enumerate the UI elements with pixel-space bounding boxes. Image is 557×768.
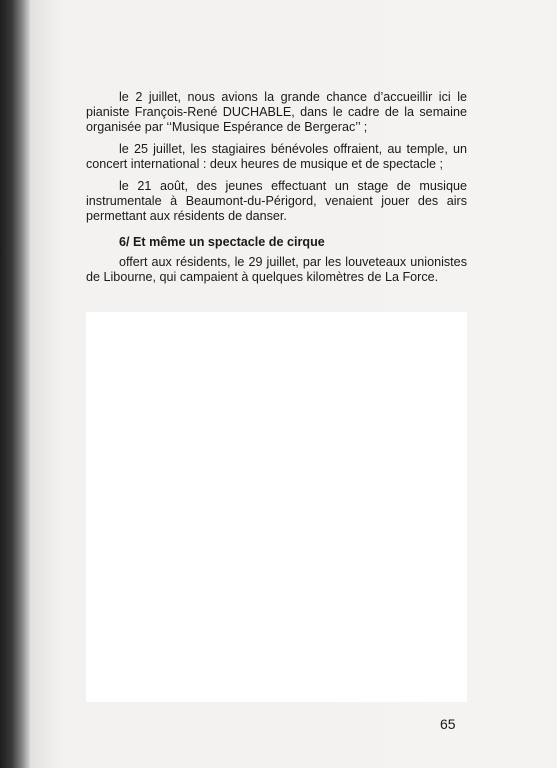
page-number: 65 bbox=[440, 716, 456, 732]
section-heading: 6/ Et même un spectacle de cirque bbox=[119, 235, 325, 249]
paragraph-cirque: offert aux résidents, le 29 juillet, par les louveteaux unionistes de Libourne, qui campaient à quelques kilomètres de La Force. bbox=[86, 255, 467, 284]
paragraph-concert-temple: le 25 juillet, les stagiaires bénévoles offraient, au temple, un concert international : deux heures de musique et de spectacle ; bbox=[86, 142, 467, 171]
book-spine-shadow bbox=[0, 0, 30, 768]
paragraph-stage-musique: le 21 août, des jeunes effectuant un stage de musique instrumentale à Beaumont-du-Périgord, venaient jouer des airs permettant aux résidents de danser. bbox=[86, 179, 467, 223]
body-text bbox=[86, 90, 467, 292]
blank-paste-area bbox=[86, 312, 467, 702]
paragraph-concert-duchable: le 2 juillet, nous avions la grande chance d’accueillir ici le pianiste François-René DUCHABLE, dans le cadre de la semaine organisée par ‘‘Musique Espérance de Bergerac’’ ; bbox=[86, 90, 467, 134]
